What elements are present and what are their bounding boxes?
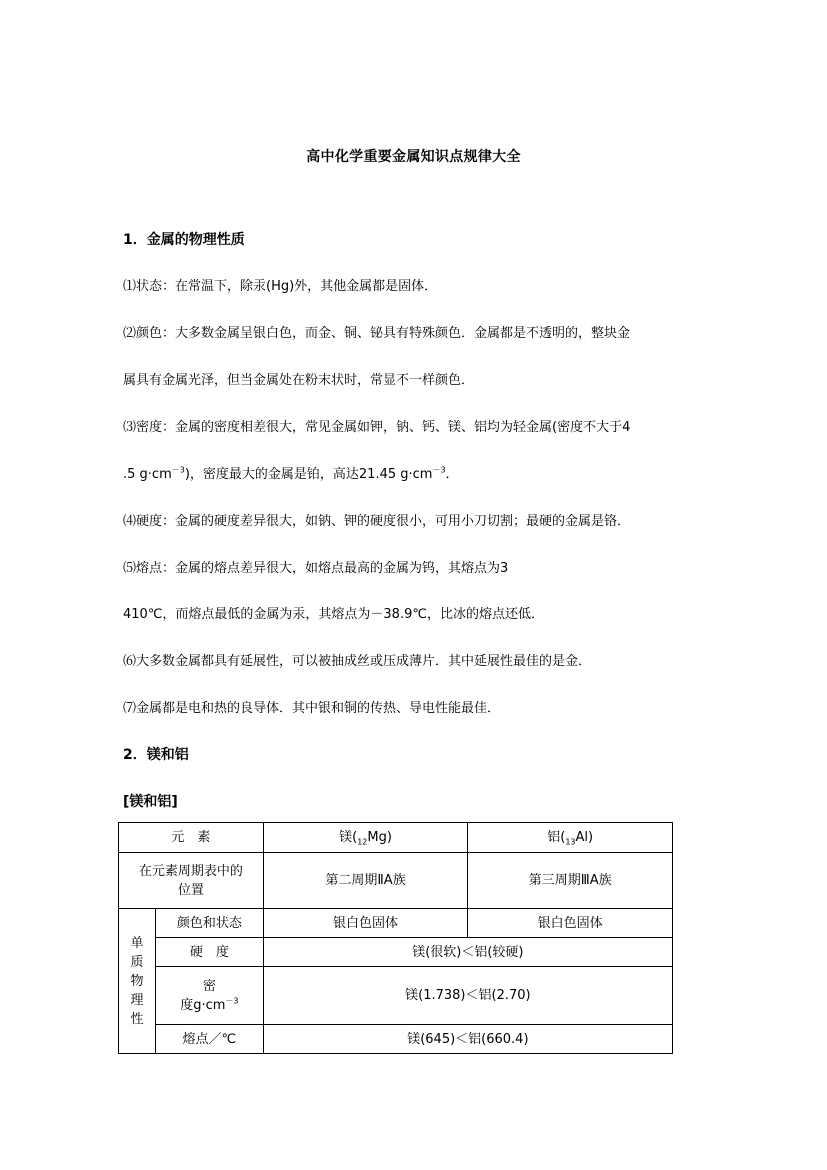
- group-label-char: 理: [130, 992, 144, 1008]
- header-mg-cell: [263, 823, 468, 853]
- paragraph-ductility: ⑹大多数金属都具有延展性，可以被抽成丝或压成薄片．其中延展性最佳的是金．: [123, 654, 592, 669]
- mg-al-table: [118, 822, 673, 1054]
- al-atomic-number: 13: [565, 837, 576, 847]
- density-label-cell: [155, 967, 263, 1025]
- paragraph-density-line2: [123, 463, 713, 482]
- table-caption: [镁和铝]: [123, 794, 178, 810]
- paragraph-state: ⑴状态：在常温下，除汞(Hg)外，其他金属都是固体．: [123, 279, 438, 294]
- physical-properties-group-label: [119, 909, 156, 1054]
- table-row: [119, 967, 673, 1025]
- table-row: [119, 938, 673, 967]
- melting-value-cell: 镁(645)＜铝(660.4): [263, 1025, 672, 1054]
- section-heading-mg-al: 2．镁和铝: [123, 747, 189, 763]
- group-label-char: 性: [130, 1011, 144, 1027]
- mg-atomic-number: 12: [357, 837, 368, 847]
- header-al-cell: [468, 823, 673, 853]
- mg-name: 镁(: [339, 830, 358, 845]
- paragraph-hardness: ⑷硬度：金属的硬度差异很大，如钠、钾的硬度很小，可用小刀切割；最硬的金属是铬．: [123, 514, 631, 529]
- paragraph-conductivity: ⑺金属都是电和热的良导体．其中银和铜的传热、导电性能最佳．: [123, 701, 501, 716]
- header-element-cell: 元 素: [119, 823, 264, 853]
- document-title: 高中化学重要金属知识点规律大全: [306, 149, 521, 165]
- table-row: [119, 1025, 673, 1054]
- group-label-char: 质: [130, 954, 144, 970]
- density-unit-exponent: －3: [171, 465, 185, 475]
- paragraph-melting-line1: ⑸熔点：金属的熔点差异很大，如熔点最高的金属为钨，其熔点为3: [123, 561, 509, 576]
- mg-color-cell: 银白色固体: [263, 909, 468, 938]
- color-label-cell: 颜色和状态: [155, 909, 263, 938]
- hardness-value-cell: 镁(很软)＜铝(较硬): [263, 938, 672, 967]
- group-label-char: 物: [130, 973, 144, 989]
- table-row: [119, 823, 673, 853]
- paragraph-melting-line2: 410℃，而熔点最低的金属为汞，其熔点为－38.9℃，比冰的熔点还低．: [123, 607, 544, 622]
- paragraph-color-line1: ⑵颜色：大多数金属呈银白色，而金、铜、铋具有特殊颜色．金属都是不透明的，整块金: [123, 326, 631, 341]
- al-symbol: Al): [575, 830, 594, 845]
- density-text-end: ．: [445, 467, 459, 482]
- section-heading-physical-properties: 1．金属的物理性质: [123, 232, 245, 248]
- hardness-label-cell: 硬 度: [155, 938, 263, 967]
- melting-label-cell: 熔点／℃: [155, 1025, 263, 1054]
- density-label-line2: [156, 996, 263, 1015]
- density-unit-exponent-2: －3: [432, 465, 446, 475]
- al-position-cell: 第三周期ⅢA族: [468, 853, 673, 909]
- table-row: [119, 853, 673, 909]
- mg-symbol: Mg): [367, 830, 392, 845]
- al-color-cell: 银白色固体: [468, 909, 673, 938]
- mg-position-cell: 第二周期ⅡA族: [263, 853, 468, 909]
- density-label-line1: 密: [202, 978, 216, 994]
- paragraph-color-line2: 属具有金属光泽，但当金属处在粉末状时，常显不一样颜色．: [123, 373, 475, 388]
- density-text-start: .5 g·cm: [123, 467, 172, 482]
- density-text-middle: )，密度最大的金属是铂，高达21.45 g·cm: [184, 467, 433, 482]
- density-label-text: 度g·cm: [180, 997, 226, 1013]
- paragraph-density-line1: ⑶密度：金属的密度相差很大，常见金属如钾，钠、钙、镁、铝均为轻金属(密度不大于4: [123, 420, 631, 435]
- position-label-cell: 在元素周期表中的位置: [119, 853, 264, 909]
- density-value-cell: 镁(1.738)＜铝(2.70): [263, 967, 672, 1025]
- al-name: 铝(: [547, 830, 566, 845]
- density-label-exponent: －3: [225, 996, 239, 1006]
- group-label-char: 单: [130, 935, 144, 951]
- table-row: [119, 909, 673, 938]
